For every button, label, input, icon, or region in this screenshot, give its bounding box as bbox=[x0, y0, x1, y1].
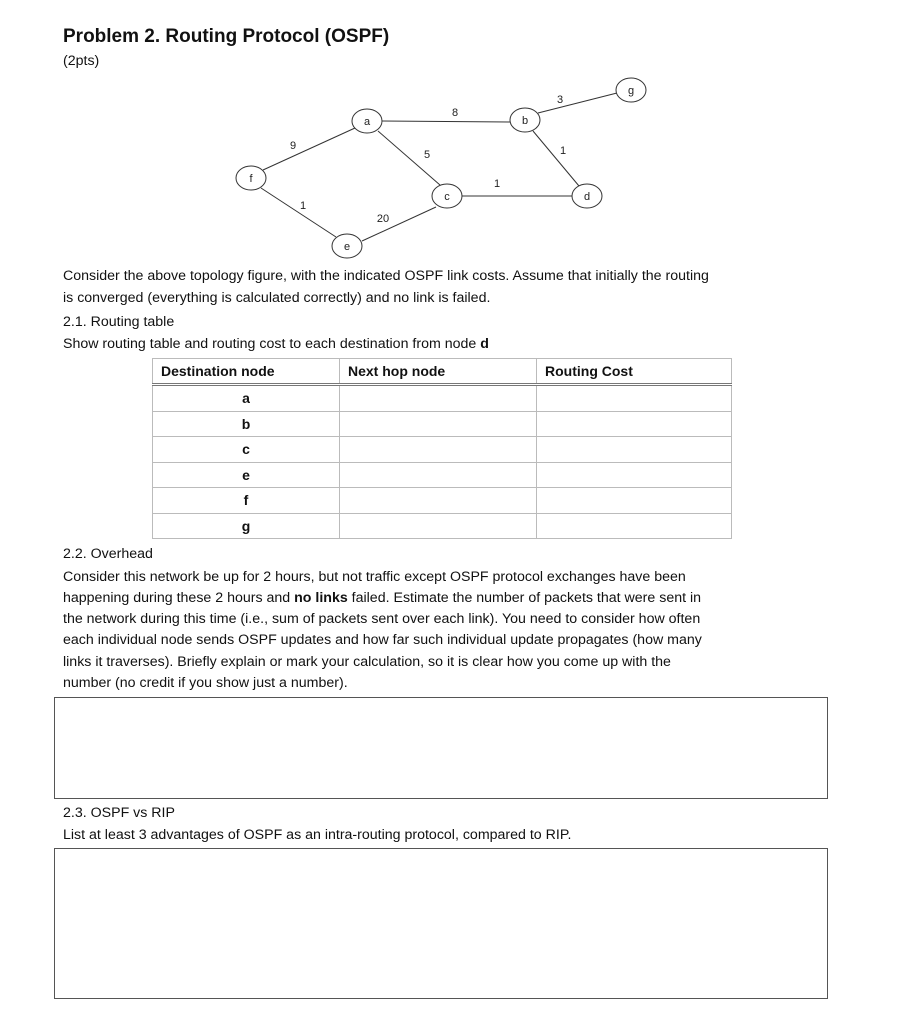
cost-a-c: 5 bbox=[423, 149, 431, 161]
dest-cell: e bbox=[153, 462, 340, 488]
cost-cell[interactable] bbox=[537, 513, 732, 539]
next-hop-cell[interactable] bbox=[340, 462, 537, 488]
overhead-line-5: links it traverses). Briefly explain or mark your calculation, so it is clear how you come up with the bbox=[63, 654, 671, 670]
dest-cell: b bbox=[153, 411, 340, 437]
edge-f-a bbox=[263, 128, 355, 170]
overhead-answer-box[interactable] bbox=[54, 697, 828, 799]
header-cost: Routing Cost bbox=[537, 359, 732, 385]
overhead-line-6: number (no credit if you show just a number). bbox=[63, 675, 348, 691]
next-hop-cell[interactable] bbox=[340, 437, 537, 463]
section-2-3-instruction: List at least 3 advantages of OSPF as an intra-routing protocol, compared to RIP. bbox=[63, 827, 572, 843]
overhead-line-1: Consider this network be up for 2 hours, but not traffic except OSPF protocol exchanges have been bbox=[63, 569, 686, 585]
points-label: (2pts) bbox=[63, 53, 100, 69]
table-header-row bbox=[153, 359, 732, 385]
section-2-1-instruction bbox=[63, 335, 489, 353]
dest-cell: c bbox=[153, 437, 340, 463]
edge-e-c bbox=[362, 207, 436, 241]
edge-b-g bbox=[538, 93, 617, 113]
next-hop-cell[interactable] bbox=[340, 411, 537, 437]
node-label-e: e bbox=[343, 241, 351, 253]
text: failed. Estimate the number of packets that were sent in bbox=[347, 590, 702, 606]
problem-title: Problem 2. Routing Protocol (OSPF) bbox=[63, 26, 390, 47]
intro-line-1: Consider the above topology figure, with the indicated OSPF link costs. Assume that initially the routing bbox=[63, 268, 709, 284]
section-2-3-heading: 2.3. OSPF vs RIP bbox=[63, 805, 175, 821]
next-hop-cell[interactable] bbox=[340, 513, 537, 539]
header-next-hop: Next hop node bbox=[340, 359, 537, 385]
dest-cell: g bbox=[153, 513, 340, 539]
cost-e-c: 20 bbox=[376, 213, 390, 225]
node-label-d: d bbox=[583, 191, 591, 203]
ospf-vs-rip-answer-box[interactable] bbox=[54, 848, 828, 999]
cost-b-d: 1 bbox=[559, 145, 567, 157]
cost-cell[interactable] bbox=[537, 385, 732, 412]
cost-cell[interactable] bbox=[537, 437, 732, 463]
node-label-a: a bbox=[363, 116, 371, 128]
text: happening during these 2 hours and bbox=[63, 590, 295, 606]
node-label-c: c bbox=[444, 191, 450, 203]
overhead-line-4: each individual node sends OSPF updates and how far such individual update propagates (how many bbox=[63, 632, 702, 648]
table-row bbox=[153, 411, 732, 437]
cost-a-b: 8 bbox=[451, 107, 459, 119]
instruction-text: Show routing table and routing cost to each destination from node bbox=[63, 336, 481, 352]
table-row bbox=[153, 513, 732, 539]
cost-f-e: 1 bbox=[299, 200, 307, 212]
next-hop-cell[interactable] bbox=[340, 385, 537, 412]
instruction-node: d bbox=[480, 336, 489, 352]
cost-cell[interactable] bbox=[537, 488, 732, 514]
cost-cell[interactable] bbox=[537, 411, 732, 437]
edge-a-c bbox=[378, 131, 440, 185]
cost-c-d: 1 bbox=[493, 178, 501, 190]
next-hop-cell[interactable] bbox=[340, 488, 537, 514]
node-label-b: b bbox=[521, 115, 529, 127]
section-2-2-heading: 2.2. Overhead bbox=[63, 546, 153, 562]
edge-f-e bbox=[261, 188, 336, 237]
routing-table bbox=[152, 358, 732, 539]
overhead-line-2 bbox=[63, 589, 701, 607]
table-row bbox=[153, 385, 732, 412]
cost-b-g: 3 bbox=[556, 94, 564, 106]
cost-f-a: 9 bbox=[289, 140, 297, 152]
cost-cell[interactable] bbox=[537, 462, 732, 488]
table-row bbox=[153, 488, 732, 514]
table-row bbox=[153, 462, 732, 488]
emphasis: no links bbox=[294, 590, 348, 606]
node-label-f: f bbox=[249, 173, 253, 185]
edge-b-d bbox=[533, 131, 579, 186]
intro-line-2: is converged (everything is calculated correctly) and no link is failed. bbox=[63, 290, 491, 306]
table-row bbox=[153, 437, 732, 463]
overhead-line-3: the network during this time (i.e., sum of packets sent over each link). You need to consider how often bbox=[63, 611, 701, 627]
section-2-1-heading: 2.1. Routing table bbox=[63, 314, 175, 330]
dest-cell: a bbox=[153, 385, 340, 412]
node-label-g: g bbox=[627, 85, 635, 97]
header-destination: Destination node bbox=[153, 359, 340, 385]
topology-diagram bbox=[0, 0, 907, 270]
edge-a-b bbox=[382, 121, 510, 122]
dest-cell: f bbox=[153, 488, 340, 514]
